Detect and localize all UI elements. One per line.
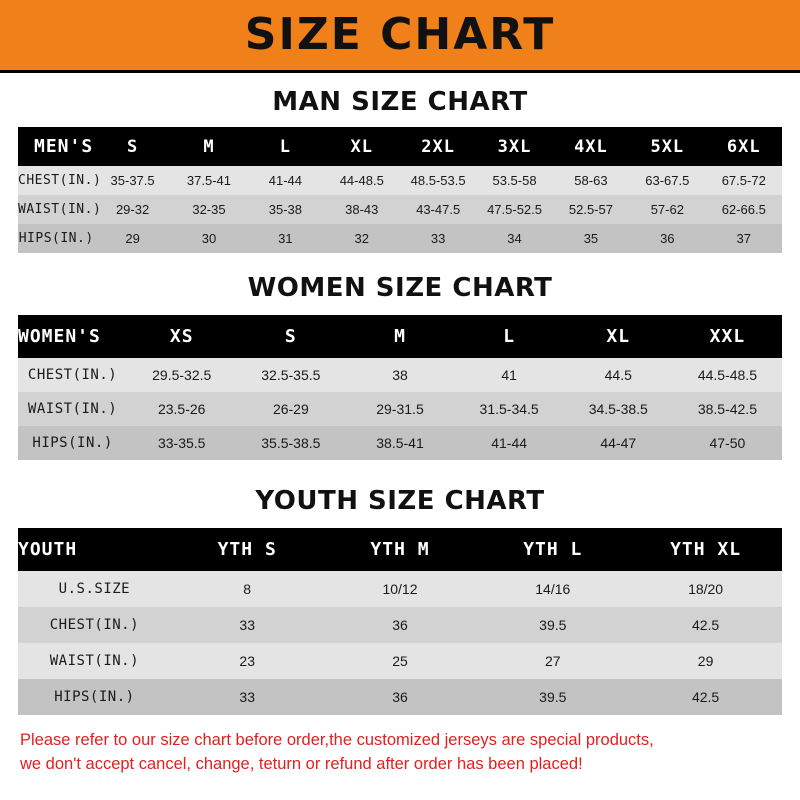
- table-cell: 63-67.5: [645, 173, 690, 188]
- table-cell: 35.5-38.5: [261, 435, 321, 451]
- row-label: HIPS(IN.): [32, 435, 113, 451]
- table-cell: 10/12: [382, 581, 418, 597]
- table-header-cell: WOMEN'S: [18, 326, 101, 347]
- table-header-row: [18, 528, 782, 571]
- table-cell: 44-47: [600, 435, 637, 451]
- table-cell: 42.5: [691, 689, 720, 705]
- row-label: CHEST(IN.): [49, 617, 140, 633]
- table-cell: 47-50: [709, 435, 746, 451]
- table-header-cell: S: [284, 326, 297, 347]
- table-cell: 38: [392, 367, 408, 383]
- table-cell: 33: [239, 617, 255, 633]
- row-label: WAIST(IN.): [49, 653, 140, 669]
- table-header-cell: XS: [169, 326, 194, 347]
- women-size-table: [18, 315, 782, 460]
- table-cell: 29: [125, 231, 140, 246]
- table-row: [18, 607, 782, 643]
- table-cell: 44.5-48.5: [697, 367, 757, 383]
- row-label: HIPS(IN.): [54, 689, 135, 705]
- table-cell: 35-37.5: [110, 173, 155, 188]
- table-cell: 35: [583, 231, 599, 246]
- table-cell: 31.5-34.5: [479, 401, 539, 417]
- table-cell: 29: [697, 653, 714, 669]
- table-cell: 52.5-57: [568, 202, 613, 217]
- table-cell: 34: [507, 231, 522, 246]
- youth-size-table: [18, 528, 782, 715]
- table-cell: 14/16: [535, 581, 571, 597]
- man-size-table: [18, 127, 782, 253]
- table-cell: 31: [278, 231, 293, 246]
- table-cell: 39.5: [539, 617, 567, 633]
- table-header-cell: YTH L: [523, 539, 583, 560]
- table-cell: 58-63: [574, 173, 608, 188]
- table-cell: 26-29: [272, 401, 309, 417]
- page-title: SIZE CHART: [244, 9, 556, 60]
- row-label: CHEST(IN.): [18, 173, 102, 188]
- table-row: [18, 358, 782, 392]
- table-row: [18, 392, 782, 426]
- table-header-row: [18, 315, 782, 358]
- youth-section: [0, 486, 800, 715]
- table-cell: 23: [239, 653, 255, 669]
- table-cell: 37.5-41: [186, 173, 232, 188]
- table-cell: 32.5-35.5: [261, 367, 321, 383]
- table-cell: 53.5-58: [492, 173, 537, 188]
- table-cell: 41-44: [268, 173, 302, 188]
- table-cell: 41: [501, 367, 517, 383]
- women-section: [0, 273, 800, 460]
- table-cell: 33-35.5: [157, 435, 206, 451]
- table-header-cell: M: [203, 136, 215, 157]
- order-policy-note: [0, 715, 800, 777]
- table-cell: 29-32: [115, 202, 150, 217]
- table-cell: 29-31.5: [376, 401, 424, 417]
- table-cell: 39.5: [539, 689, 567, 705]
- table-cell: 23.5-26: [157, 401, 206, 417]
- youth-section-title: YOUTH SIZE CHART: [255, 486, 545, 516]
- table-cell: 43-47.5: [416, 202, 461, 217]
- table-header-cell: YTH S: [217, 539, 277, 560]
- table-cell: 37: [736, 231, 751, 246]
- table-header-cell: XL: [350, 136, 373, 157]
- table-cell: 35-38: [268, 202, 302, 217]
- table-cell: 48.5-53.5: [410, 173, 466, 188]
- table-cell: 29.5-32.5: [152, 367, 212, 383]
- table-cell: 36: [660, 231, 675, 246]
- table-header-cell: YOUTH: [18, 539, 78, 560]
- table-row: [18, 166, 782, 195]
- row-label: HIPS(IN.): [18, 231, 94, 246]
- table-cell: 32-35: [192, 202, 226, 217]
- table-cell: 41-44: [491, 435, 528, 451]
- table-cell: 32: [354, 231, 369, 246]
- table-header-cell: MEN'S: [34, 136, 94, 157]
- table-header-cell: L: [503, 326, 516, 347]
- note-line-2: we don't accept cancel, change, teturn or refund after order has been placed!: [20, 754, 583, 773]
- table-cell: 25: [392, 653, 408, 669]
- row-label: WAIST(IN.): [18, 202, 102, 217]
- women-section-title: WOMEN SIZE CHART: [247, 273, 553, 303]
- table-cell: 30: [201, 231, 217, 246]
- table-cell: 36: [392, 689, 408, 705]
- table-row: [18, 195, 782, 224]
- table-header-row: [18, 127, 782, 166]
- table-cell: 62-66.5: [721, 202, 766, 217]
- table-cell: 42.5: [691, 617, 720, 633]
- man-section-title: MAN SIZE CHART: [272, 87, 528, 117]
- table-cell: 67.5-72: [721, 173, 766, 188]
- banner: [0, 0, 800, 73]
- table-header-cell: 3XL: [497, 136, 532, 157]
- table-header-cell: XXL: [709, 326, 746, 347]
- table-row: [18, 426, 782, 460]
- table-header-cell: YTH M: [370, 539, 430, 560]
- table-header-cell: XL: [606, 326, 631, 347]
- man-section: [0, 87, 800, 253]
- table-header-cell: S: [126, 136, 139, 157]
- table-row: [18, 224, 782, 253]
- table-header-cell: YTH XL: [670, 539, 742, 560]
- table-cell: 34.5-38.5: [588, 401, 648, 417]
- table-header-cell: 5XL: [650, 136, 685, 157]
- table-cell: 36: [392, 617, 408, 633]
- row-label: U.S.SIZE: [58, 581, 131, 597]
- table-cell: 38-43: [345, 202, 379, 217]
- table-header-cell: M: [394, 326, 406, 347]
- table-cell: 47.5-52.5: [487, 202, 542, 217]
- table-header-cell: 6XL: [726, 136, 761, 157]
- table-row: [18, 643, 782, 679]
- table-cell: 38.5-41: [376, 435, 424, 451]
- row-label: WAIST(IN.): [27, 401, 118, 417]
- table-row: [18, 571, 782, 607]
- table-cell: 44-48.5: [339, 173, 384, 188]
- table-header-cell: 2XL: [421, 136, 455, 157]
- table-cell: 57-62: [650, 202, 684, 217]
- table-cell: 38.5-42.5: [697, 401, 757, 417]
- row-label: CHEST(IN.): [27, 367, 118, 383]
- table-cell: 18/20: [688, 581, 724, 597]
- note-line-1: Please refer to our size chart before order,the customized jerseys are special products,: [20, 731, 654, 749]
- table-header-cell: 4XL: [574, 136, 608, 157]
- table-header-cell: L: [279, 136, 291, 157]
- table-cell: 27: [545, 653, 561, 669]
- table-cell: 33: [239, 689, 255, 705]
- table-row: [18, 679, 782, 715]
- table-cell: 44.5: [604, 367, 632, 383]
- table-cell: 8: [243, 581, 252, 597]
- table-cell: 33: [430, 231, 446, 246]
